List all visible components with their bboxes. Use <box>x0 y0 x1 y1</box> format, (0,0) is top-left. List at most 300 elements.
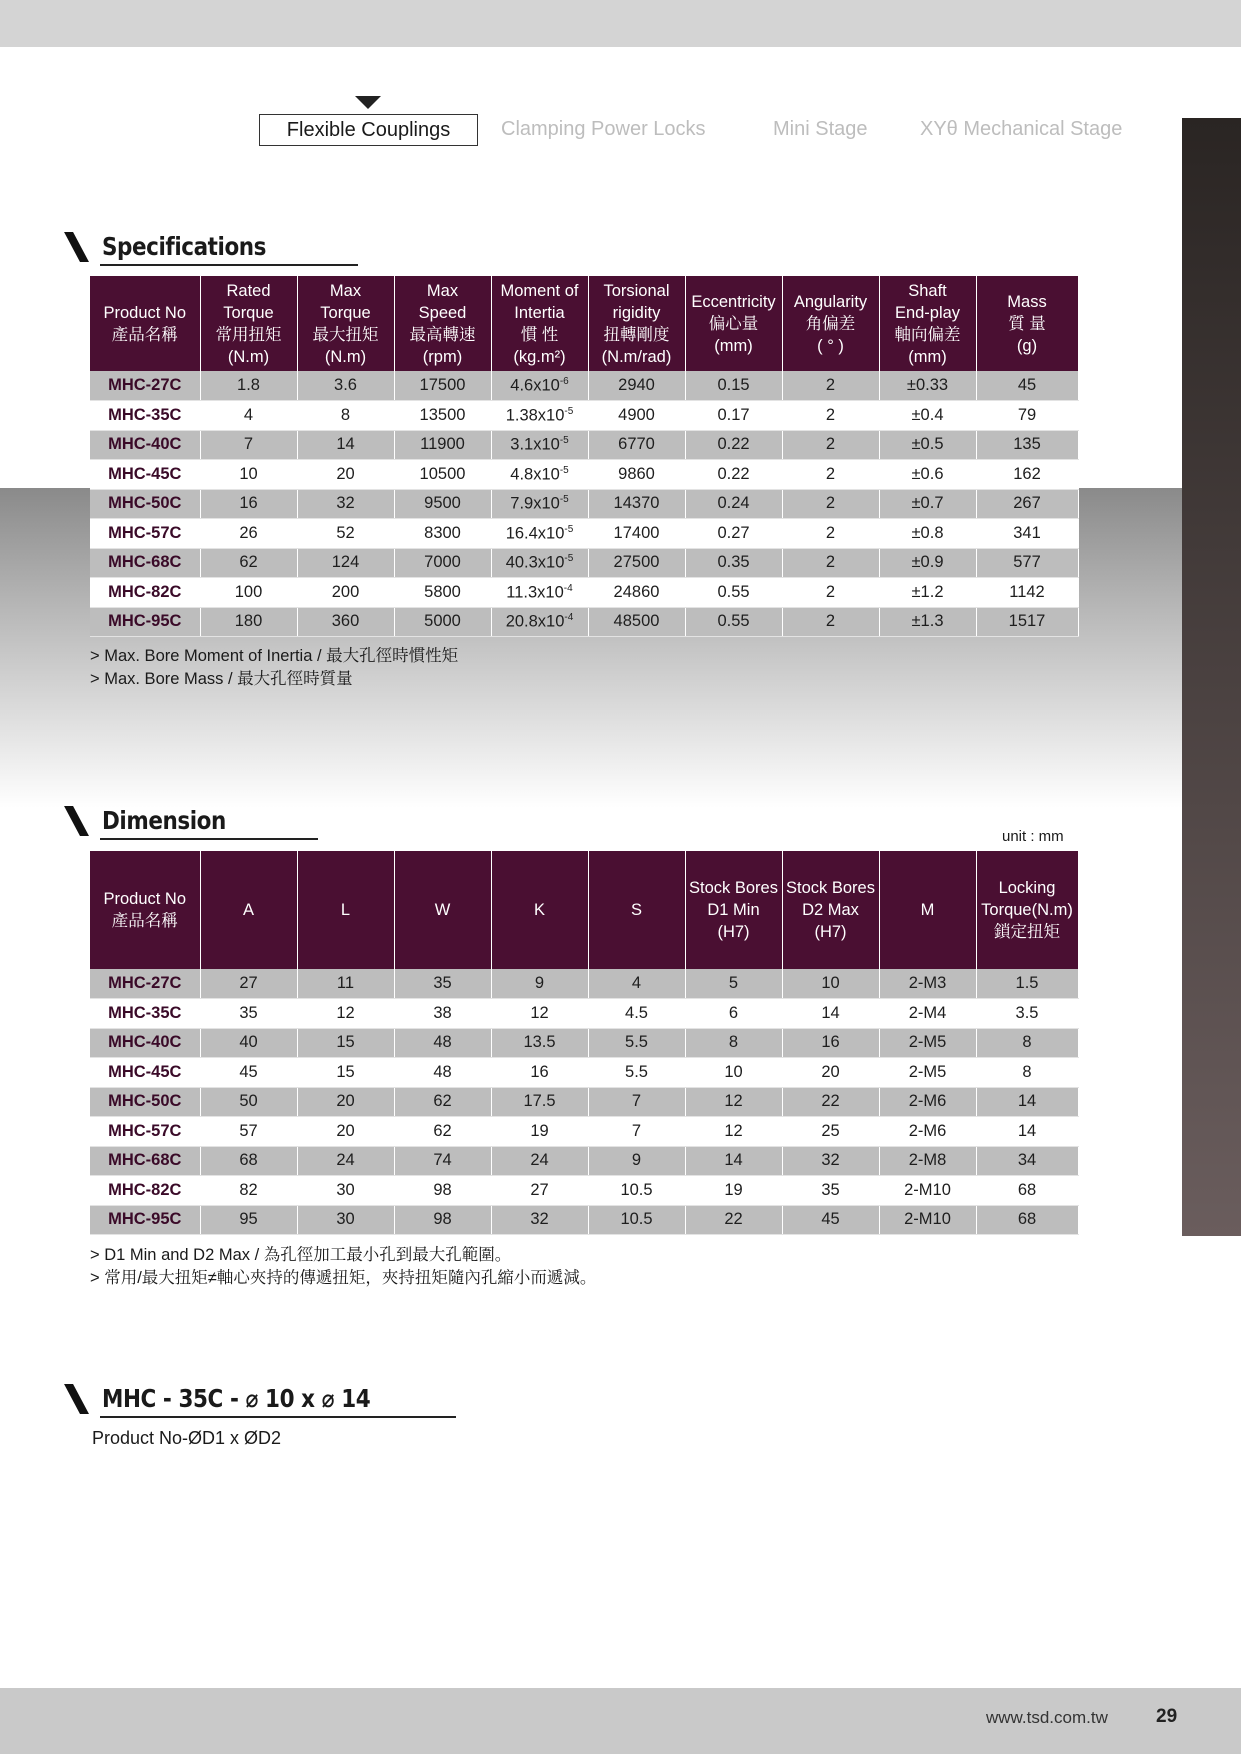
cell-value: 22 <box>724 1210 743 1229</box>
cell-value: 57 <box>239 1121 258 1140</box>
dimension-header-line: K <box>533 901 545 919</box>
cell-value: 35 <box>821 1180 840 1199</box>
table-cell <box>879 1028 976 1058</box>
table-cell <box>200 1058 297 1088</box>
table-cell <box>297 1146 394 1176</box>
table-cell <box>491 401 588 431</box>
specifications-header-line: 質 量 <box>1008 314 1046 333</box>
dimension-header-6 <box>685 851 782 969</box>
product-no-cell <box>90 1146 200 1176</box>
cell-value: 2-M10 <box>904 1180 951 1199</box>
cell-value: 8 <box>1022 1062 1032 1081</box>
table-row <box>90 489 1078 519</box>
cell-value: 4 <box>243 405 254 424</box>
cell-value: 2 <box>825 464 836 483</box>
exponent: -4 <box>564 612 574 623</box>
dimension-header-2 <box>297 851 394 969</box>
category-nav <box>0 114 1241 148</box>
specifications-header-line: 最大扭矩 <box>312 325 379 344</box>
cell-value: 68 <box>239 1151 258 1170</box>
cell-value: 13.5 <box>523 1033 556 1052</box>
cell-value: 2 <box>825 612 836 631</box>
specifications-header-line: Angularity <box>793 292 868 311</box>
dimension-header-9 <box>976 851 1078 969</box>
table-cell <box>976 371 1078 401</box>
dimension-header-line: Product No <box>103 890 187 908</box>
cell-value: 0.35 <box>717 553 750 572</box>
table-cell <box>782 401 879 431</box>
cell-value: ±1.2 <box>911 582 944 601</box>
cell-value: 2 <box>825 435 836 454</box>
product-no-cell <box>90 1028 200 1058</box>
table-cell <box>588 489 685 519</box>
table-cell <box>685 1176 782 1206</box>
table-cell <box>782 1028 879 1058</box>
table-cell <box>976 999 1078 1029</box>
table-cell <box>976 607 1078 637</box>
cell-value: 2 <box>825 376 836 394</box>
cell-value: 45 <box>1017 376 1037 394</box>
cell-value: MHC-82C <box>108 582 182 601</box>
cell-value: 2-M3 <box>908 974 947 992</box>
cell-value: 5800 <box>424 582 461 601</box>
table-cell <box>394 1028 491 1058</box>
specifications-header-line: (rpm) <box>422 347 463 366</box>
specifications-header-line: 偏心量 <box>708 314 759 333</box>
table-cell <box>200 1028 297 1058</box>
cell-value: 48500 <box>613 612 660 631</box>
specifications-header-line: 最高轉速 <box>409 325 476 344</box>
exponent: -5 <box>564 553 574 564</box>
dimension-header-line: W <box>434 901 451 919</box>
table-row <box>90 1117 1078 1147</box>
cell-value: MHC-82C <box>108 1180 182 1199</box>
table-cell <box>394 489 491 519</box>
table-cell <box>685 460 782 490</box>
specifications-header-8 <box>879 276 976 371</box>
table-cell <box>976 578 1078 608</box>
table-cell <box>588 1087 685 1117</box>
cell-value: MHC-45C <box>108 1062 182 1081</box>
cell-value: MHC-35C <box>108 405 182 424</box>
cell-value: 9 <box>631 1151 642 1170</box>
table-cell <box>297 1058 394 1088</box>
table-cell <box>200 519 297 549</box>
cell-value: 5000 <box>424 612 461 631</box>
specifications-header-line: (mm) <box>908 347 947 366</box>
table-cell <box>976 519 1078 549</box>
table-cell <box>685 371 782 401</box>
table-cell <box>297 607 394 637</box>
table-cell <box>394 1058 491 1088</box>
exponent: -5 <box>559 464 569 476</box>
table-cell <box>200 578 297 608</box>
table-cell <box>588 519 685 549</box>
cell-value: 11.3x10 <box>506 583 564 601</box>
table-row <box>90 1058 1078 1088</box>
table-cell <box>588 1146 685 1176</box>
table-cell <box>491 578 588 608</box>
table-cell <box>588 1117 685 1147</box>
cell-value: 12 <box>724 1121 743 1140</box>
cell-value: 9 <box>534 974 545 992</box>
table-cell <box>782 371 879 401</box>
table-cell <box>879 430 976 460</box>
cell-value: 1.8 <box>237 376 260 394</box>
table-cell <box>879 607 976 637</box>
cell-value: 4900 <box>618 405 655 424</box>
table-cell <box>685 401 782 431</box>
table-cell <box>491 1087 588 1117</box>
specifications-header-line: Eccentricity <box>691 292 776 311</box>
table-cell <box>491 371 588 401</box>
specifications-header-line: Product No <box>103 303 187 322</box>
table-cell <box>297 1087 394 1117</box>
table-cell <box>297 460 394 490</box>
table-cell <box>491 1205 588 1235</box>
dimension-header-line: A <box>242 901 254 919</box>
cell-value: 52 <box>336 523 355 542</box>
cell-value: 0.15 <box>717 376 750 394</box>
table-cell <box>200 548 297 578</box>
table-cell <box>685 548 782 578</box>
dimension-header-line: 鎖定扭矩 <box>994 923 1060 941</box>
specifications-header-line: Torsional <box>603 281 670 300</box>
table-cell <box>394 607 491 637</box>
specifications-header-line: 慣 性 <box>520 325 559 344</box>
cell-value: 10.5 <box>620 1210 653 1229</box>
cell-value: 6 <box>728 1003 739 1022</box>
table-cell <box>782 1146 879 1176</box>
cell-value: 24 <box>336 1151 355 1170</box>
product-no-cell <box>90 430 200 460</box>
cell-value: ±0.4 <box>911 405 944 424</box>
table-cell <box>685 1146 782 1176</box>
dimension-header-line: D1 Min <box>707 901 760 919</box>
product-no-cell <box>90 1117 200 1147</box>
dimension-header-line: Torque(N.m) <box>981 901 1073 919</box>
cell-value: 124 <box>331 553 360 572</box>
cell-value: 8300 <box>424 523 461 542</box>
cell-value: 62 <box>433 1121 452 1140</box>
table-cell <box>394 1087 491 1117</box>
table-cell <box>879 1176 976 1206</box>
product-no-cell <box>90 578 200 608</box>
dimension-header-line: (H7) <box>814 923 847 941</box>
cell-value: 74 <box>433 1151 452 1170</box>
table-cell <box>491 1146 588 1176</box>
unit-label: unit : mm <box>1002 828 1064 845</box>
table-cell <box>491 1176 588 1206</box>
table-cell <box>976 1176 1078 1206</box>
cell-value: 17500 <box>419 376 466 394</box>
table-cell <box>394 578 491 608</box>
table-cell <box>782 460 879 490</box>
table-cell <box>685 607 782 637</box>
table-cell <box>976 1146 1078 1176</box>
dimension-header-4 <box>491 851 588 969</box>
product-no-cell <box>90 460 200 490</box>
cell-value: MHC-68C <box>108 553 182 572</box>
table-cell <box>976 548 1078 578</box>
table-row <box>90 371 1078 401</box>
cell-value: 7.9x10 <box>510 494 560 513</box>
dimension-header-1 <box>200 851 297 969</box>
table-cell <box>782 1087 879 1117</box>
cell-value: 15 <box>336 1062 355 1081</box>
cell-value: 7 <box>631 1092 642 1111</box>
table-cell <box>200 607 297 637</box>
specifications-header-line: Torque <box>320 303 371 322</box>
table-cell <box>491 548 588 578</box>
heading-slash-icon <box>64 806 89 836</box>
cell-value: 20.8x10 <box>505 612 565 631</box>
cell-value: 68 <box>1017 1210 1037 1229</box>
specifications-header-line: Shaft <box>908 281 947 300</box>
exponent: -5 <box>564 405 574 417</box>
cell-value: 2 <box>825 553 836 572</box>
specifications-header-line: Rated <box>226 281 271 300</box>
cell-value: 4.5 <box>625 1003 648 1022</box>
table-cell <box>685 430 782 460</box>
heading-underline <box>100 1416 456 1418</box>
cell-value: 68 <box>1017 1180 1037 1199</box>
dimension-header-line: 產品名稱 <box>111 912 178 930</box>
cell-value: 8 <box>340 405 351 424</box>
table-cell <box>491 607 588 637</box>
dimension-header-0 <box>90 851 200 969</box>
cell-value: 0.24 <box>717 494 750 513</box>
table-cell <box>491 999 588 1029</box>
cell-value: MHC-35C <box>108 1003 182 1022</box>
table-cell <box>200 489 297 519</box>
table-cell <box>297 578 394 608</box>
cell-value: 5.5 <box>625 1062 648 1081</box>
cell-value: 162 <box>1013 464 1041 483</box>
table-cell <box>394 1205 491 1235</box>
heading-underline <box>100 838 318 840</box>
cell-value: 2-M10 <box>904 1210 951 1229</box>
cell-value: 35 <box>433 974 452 992</box>
table-cell <box>200 401 297 431</box>
cell-value: 26 <box>239 523 258 542</box>
dimension-table <box>90 851 1079 1235</box>
dimension-header-3 <box>394 851 491 969</box>
table-cell <box>976 969 1078 999</box>
cell-value: 6770 <box>618 435 655 454</box>
cell-value: MHC-27C <box>108 376 182 394</box>
cell-value: 0.17 <box>717 405 750 424</box>
cell-value: 24 <box>530 1151 549 1170</box>
product-no-cell <box>90 1058 200 1088</box>
table-cell <box>685 578 782 608</box>
table-cell <box>782 519 879 549</box>
table-cell <box>491 519 588 549</box>
cell-value: 35 <box>239 1003 258 1022</box>
spec-note-1: > Max. Bore Moment of Inertia / 最大孔徑時慣性矩 <box>90 647 459 665</box>
product-no-cell <box>90 489 200 519</box>
table-cell <box>685 1117 782 1147</box>
table-cell <box>879 578 976 608</box>
table-cell <box>879 1058 976 1088</box>
cell-value: 30 <box>336 1180 355 1199</box>
dimension-header-line: Locking <box>998 879 1056 897</box>
cell-value: 50 <box>239 1092 258 1111</box>
table-cell <box>685 969 782 999</box>
cell-value: 30 <box>336 1210 355 1229</box>
tab-flexible-couplings[interactable]: Flexible Couplings <box>259 114 478 146</box>
cell-value: 62 <box>239 553 258 572</box>
table-cell <box>394 548 491 578</box>
cell-value: 7 <box>243 435 254 454</box>
table-row <box>90 578 1078 608</box>
cell-value: MHC-57C <box>108 523 182 542</box>
cell-value: 27500 <box>613 553 660 572</box>
cell-value: 48 <box>433 1033 452 1052</box>
cell-value: 14 <box>336 435 355 454</box>
specifications-header-3 <box>394 276 491 371</box>
specifications-header-1 <box>200 276 297 371</box>
cell-value: 3.6 <box>334 376 357 394</box>
table-cell <box>879 999 976 1029</box>
table-row <box>90 401 1078 431</box>
specifications-title: Specifications <box>102 232 267 261</box>
cell-value: 16 <box>239 494 258 513</box>
table-cell <box>200 1176 297 1206</box>
exponent: -6 <box>559 375 569 387</box>
cell-value: 100 <box>234 582 263 601</box>
heading-underline <box>100 264 358 266</box>
table-cell <box>297 1205 394 1235</box>
cell-value: 14 <box>724 1151 743 1170</box>
cell-value: 135 <box>1013 435 1041 454</box>
cell-value: 19 <box>530 1121 549 1140</box>
cell-value: 82 <box>239 1180 258 1199</box>
cell-value: MHC-45C <box>108 464 182 483</box>
table-cell <box>685 519 782 549</box>
cell-value: 14370 <box>613 494 660 513</box>
cell-value: 2-M6 <box>908 1092 947 1111</box>
cell-value: 10500 <box>419 464 466 483</box>
specifications-header-6 <box>685 276 782 371</box>
cell-value: MHC-68C <box>108 1151 182 1170</box>
specifications-header-line: ( ° ) <box>817 336 844 355</box>
table-cell <box>394 1146 491 1176</box>
tab-mini-stage[interactable]: Mini Stage <box>773 118 868 140</box>
table-row <box>90 1146 1078 1176</box>
cell-value: 34 <box>1017 1151 1037 1170</box>
table-cell <box>879 1117 976 1147</box>
spec-note-2: > Max. Bore Mass / 最大孔徑時質量 <box>90 670 353 688</box>
tab-xy-mechanical-stage[interactable]: XYθ Mechanical Stage <box>920 118 1123 140</box>
cell-value: 98 <box>433 1210 452 1229</box>
dimension-header-line: D2 Max <box>802 901 859 919</box>
table-cell <box>200 371 297 401</box>
table-cell <box>588 578 685 608</box>
cell-value: 180 <box>234 612 263 631</box>
table-cell <box>879 371 976 401</box>
specifications-header-5 <box>588 276 685 371</box>
product-no-cell <box>90 371 200 401</box>
cell-value: 10 <box>724 1062 743 1081</box>
table-cell <box>297 1176 394 1206</box>
specifications-header-line: (N.m) <box>324 347 367 366</box>
cell-value: 360 <box>331 612 360 631</box>
cell-value: 4 <box>631 974 642 992</box>
cell-value: 19 <box>724 1180 743 1199</box>
table-cell <box>879 1146 976 1176</box>
table-cell <box>200 430 297 460</box>
cell-value: 79 <box>1017 405 1037 424</box>
table-cell <box>588 1205 685 1235</box>
cell-value: 4.6x10 <box>510 376 560 395</box>
product-no-cell <box>90 1087 200 1117</box>
cell-value: 32 <box>821 1151 840 1170</box>
cell-value: MHC-95C <box>108 1210 182 1229</box>
specifications-header-line: Torque <box>223 303 274 322</box>
table-cell <box>394 519 491 549</box>
cell-value: 2-M5 <box>908 1062 947 1081</box>
cell-value: 48 <box>433 1062 452 1081</box>
table-cell <box>782 430 879 460</box>
table-cell <box>491 1028 588 1058</box>
table-cell <box>200 1087 297 1117</box>
cell-value: 3.5 <box>1015 1003 1039 1022</box>
table-cell <box>394 371 491 401</box>
cell-value: 16 <box>821 1033 840 1052</box>
table-cell <box>879 519 976 549</box>
table-cell <box>685 1205 782 1235</box>
table-cell <box>491 460 588 490</box>
specifications-header-line: Intertia <box>514 303 565 322</box>
dimension-header-line: Stock Bores <box>786 879 875 897</box>
table-cell <box>491 1058 588 1088</box>
heading-slash-icon <box>64 232 89 262</box>
table-cell <box>782 999 879 1029</box>
tab-clamping-power-locks[interactable]: Clamping Power Locks <box>501 118 706 140</box>
cell-value: 2 <box>825 523 836 542</box>
cell-value: 16.4x10 <box>505 524 565 542</box>
cell-value: 10 <box>821 974 840 992</box>
specifications-header-line: Max <box>329 281 362 300</box>
table-cell <box>685 1028 782 1058</box>
dimension-header-8 <box>879 851 976 969</box>
table-cell <box>588 1176 685 1206</box>
specifications-header-line: (mm) <box>714 336 753 355</box>
specifications-notes <box>90 645 458 691</box>
specifications-header-9 <box>976 276 1078 371</box>
cell-value: 7000 <box>424 553 461 572</box>
product-no-cell <box>90 999 200 1029</box>
cell-value: 14 <box>1017 1092 1037 1111</box>
cell-value: 27 <box>239 974 258 992</box>
table-cell <box>297 519 394 549</box>
cell-value: 12 <box>724 1092 743 1111</box>
cell-value: 9500 <box>424 494 461 513</box>
table-cell <box>782 489 879 519</box>
table-cell <box>782 1117 879 1147</box>
cell-value: 11900 <box>420 435 465 454</box>
table-cell <box>588 607 685 637</box>
cell-value: ±0.6 <box>911 464 944 483</box>
table-cell <box>588 460 685 490</box>
table-row <box>90 519 1078 549</box>
table-cell <box>976 430 1078 460</box>
table-cell <box>394 430 491 460</box>
example-title: MHC - 35C - ⌀ 10 x ⌀ 14 <box>102 1384 371 1413</box>
table-row <box>90 1087 1078 1117</box>
specifications-header-line: (N.m) <box>227 347 270 366</box>
